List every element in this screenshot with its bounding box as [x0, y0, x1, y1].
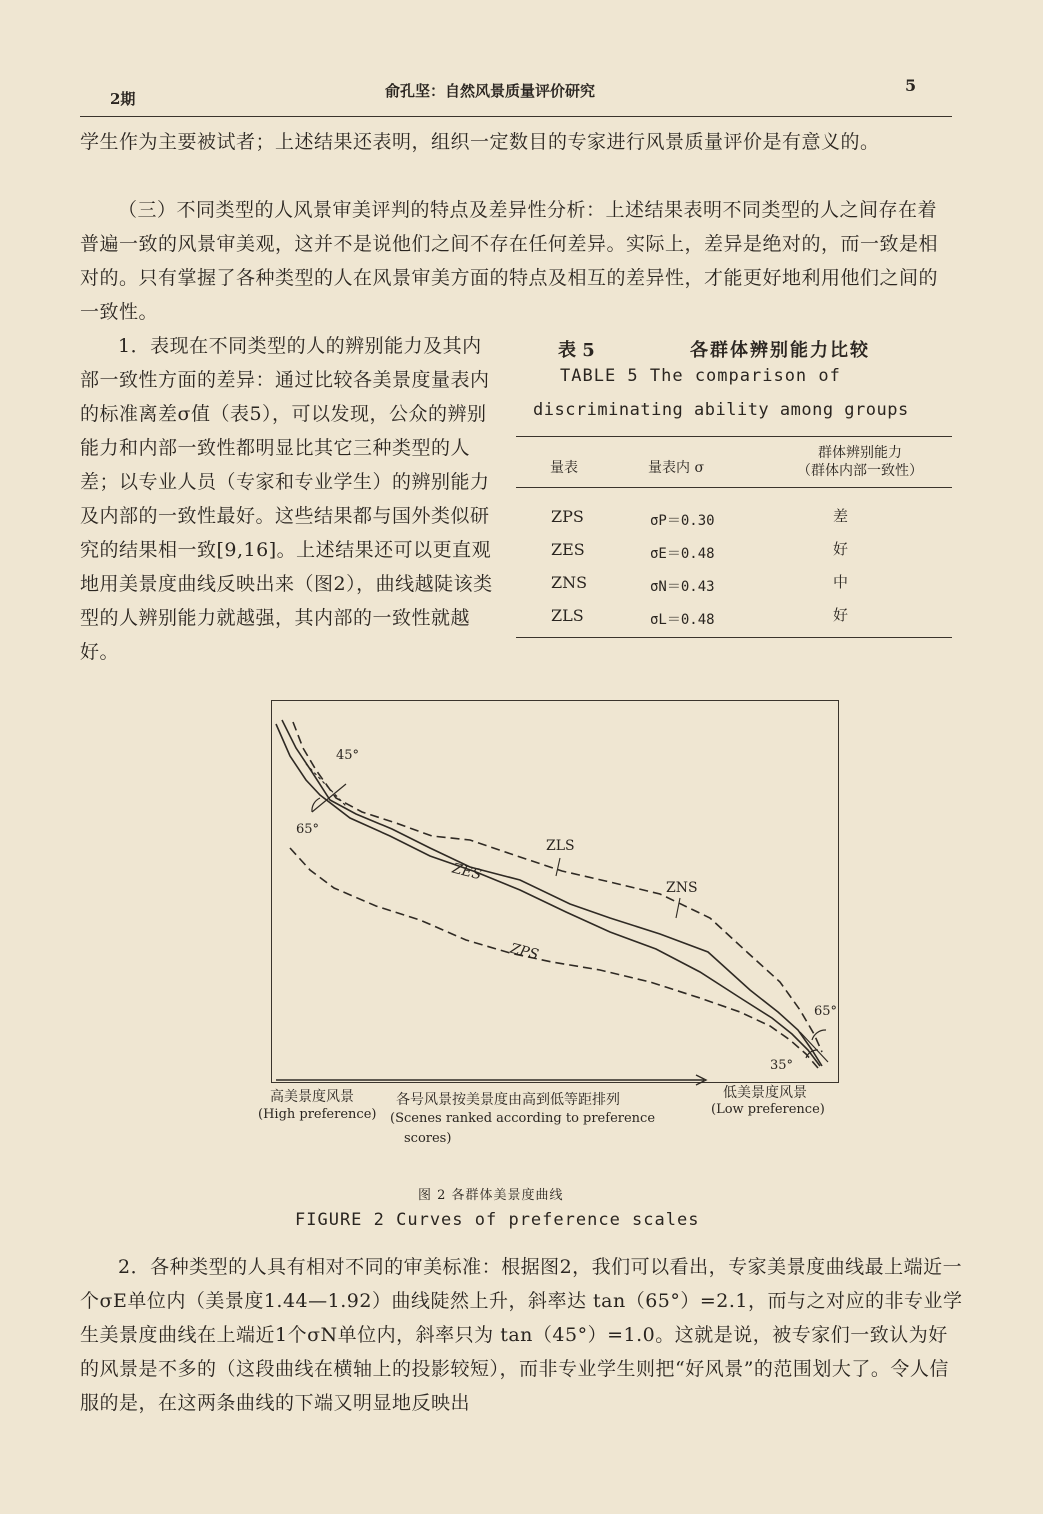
table-cell-sigma: σN＝0.43: [650, 579, 715, 595]
figure-caption-cn: 图 2 各群体美景度曲线: [418, 1188, 564, 1203]
axis-mid-en-2: scores): [404, 1131, 452, 1146]
table-cell-scale: ZPS: [551, 507, 584, 526]
table-cell-ability: 好: [833, 540, 849, 558]
curve-label-zes: ZES: [450, 860, 484, 884]
angle-label: 65°: [814, 1004, 838, 1019]
table-title-cn: 各群体辨别能力比较: [690, 340, 870, 361]
table-cell-sigma: σP＝0.30: [650, 513, 715, 529]
paragraph-3: 1．表现在不同类型的人的辨别能力及其内部一致性方面的差异：通过比较各美景度量表内的标准离差σ值（表5），可以发现，公众的辨别能力和内部一致性都明显比其它三种类型的人差；以专业人员（专家和专业学生）的辨别能力及内部的一致性最好。这些结果都与国外类似研究的结果相一致[9,16]。上述结果还可以更直观地用美景度曲线反映出来（图2），曲线越陡该类型的人辨别能力就越强，其内部的一致性就越好。: [80, 335, 493, 663]
pointer-zls: [556, 858, 560, 876]
curve-label-zls: ZLS: [546, 838, 575, 854]
running-title: 俞孔坚：自然风景质量评价研究: [385, 82, 596, 100]
angle-label: 65°: [296, 822, 320, 837]
table-cell-scale: ZES: [551, 540, 585, 559]
curve-zls: [293, 722, 822, 1052]
curve-label-zps: ZPS: [508, 940, 541, 964]
table-cell-sigma: σE＝0.48: [650, 546, 715, 562]
table-cell-ability: 中: [833, 573, 849, 591]
axis-mid-en-1: (Scenes ranked according to preference: [390, 1111, 656, 1126]
pointer-zns: [676, 898, 680, 918]
axis-mid-cn: 各号风景按美景度由高到低等距排列: [396, 1092, 620, 1108]
angle-label: 45°: [336, 748, 360, 763]
axis-right-en: (Low preference): [711, 1102, 825, 1117]
issue-number: 2期: [110, 90, 136, 108]
table-title-en-1: TABLE 5 The comparison of: [560, 366, 841, 386]
paragraph-2: （三）不同类型的人风景审美评判的特点及差异性分析：上述结果表明不同类型的人之间存在着普遍一致的风景审美观，这并不是说他们之间不存在任何差异。实际上，差异是绝对的，而一致是相对的。只有掌握了各种类型的人在风景审美方面的特点及相互的差异性，才能更好地利用他们之间的一致性。: [80, 199, 939, 323]
angle-arc-bottom: [812, 1030, 826, 1040]
table-title-en-2: discriminating ability among groups: [533, 400, 909, 420]
table-cell-scale: ZLS: [551, 606, 584, 625]
page-number: 5: [905, 76, 917, 95]
figure-caption-en: FIGURE 2 Curves of preference scales: [295, 1210, 700, 1230]
axis-left-en: (High preference): [258, 1107, 377, 1122]
table-cell-ability: 好: [833, 606, 849, 624]
angle-arc-top: [312, 798, 320, 812]
curve-zps: [290, 848, 818, 1068]
paragraph-4: 2．各种类型的人具有相对不同的审美标准：根据图2，我们可以看出，专家美景度曲线最上端近一个σE单位内（美景度1.44—1.92）曲线陡然上升，斜率达 tan（65°）=2.1，而与之对应的非专业学生美景度曲线在上端近1个σN单位内，斜率只为 tan（45°）=1.0。这就是说，被专家们一致认为好的风景是不多的（这段曲线在横轴上的投影较短），而非专业学生则把“好风景”的范围划大了。令人信服的是，在这两条曲线的下端又明显地反映出: [80, 1256, 963, 1414]
curve-label-zns: ZNS: [666, 880, 698, 896]
curve-zes: [282, 720, 822, 1066]
paragraph-1: 学生作为主要被试者；上述结果还表明，组织一定数目的专家进行风景质量评价是有意义的。: [80, 131, 880, 153]
axis-right-cn: 低美景度风景: [723, 1085, 807, 1101]
table-header-sigma: 量表内 σ: [648, 460, 705, 476]
table-cell-scale: ZNS: [551, 573, 588, 592]
table-cell-sigma: σL＝0.48: [650, 612, 715, 628]
table-header-ability-line2: （群体内部一致性）: [797, 463, 923, 479]
table-cell-ability: 差: [833, 507, 849, 525]
table-header-ability-line1: 群体辨别能力: [818, 445, 902, 461]
curve-zns: [276, 724, 820, 1066]
table-header-scale: 量表: [550, 460, 578, 476]
table-label: 表 5: [558, 340, 595, 361]
angle-label: 35°: [770, 1058, 794, 1073]
axis-left-cn: 高美景度风景: [270, 1089, 354, 1105]
